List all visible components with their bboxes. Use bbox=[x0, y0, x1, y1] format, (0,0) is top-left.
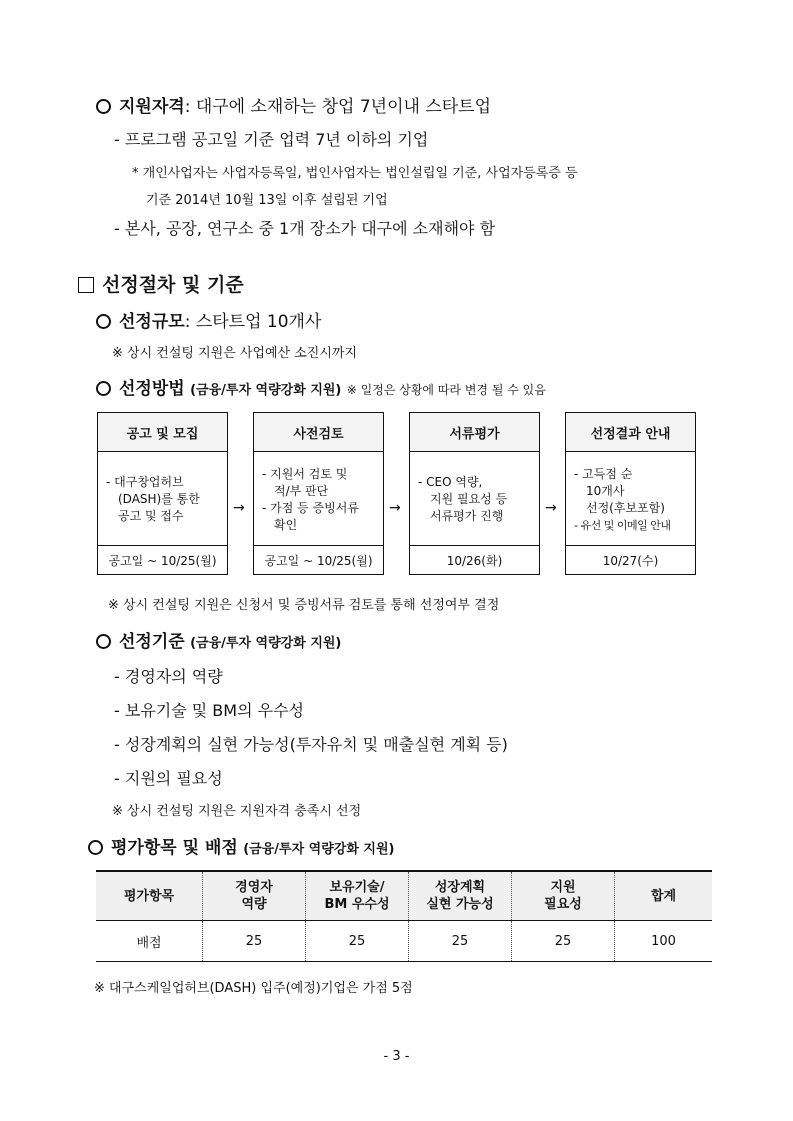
arrow-right-icon: → bbox=[389, 500, 401, 516]
criteria-heading bbox=[96, 627, 341, 652]
method-note: ※ 일정은 상황에 따라 변경 될 수 있음 bbox=[346, 383, 546, 397]
flow-step-date: 10/26(화) bbox=[410, 545, 539, 574]
circle-bullet-icon bbox=[96, 634, 111, 649]
table-header-cell: 지원 필요성 bbox=[512, 871, 615, 921]
square-bullet-icon bbox=[78, 277, 94, 293]
eligibility-footnote: * 개인사업자는 사업자등록일, 법인사업자는 법인설립일 기준, 사업자등록증 등 bbox=[132, 166, 578, 181]
criteria-item: - 지원의 필요성 bbox=[114, 769, 223, 788]
table-header-row bbox=[96, 871, 712, 921]
table-cell: 25 bbox=[512, 921, 615, 962]
table-header-cell: 합계 bbox=[615, 871, 713, 921]
method-heading bbox=[96, 374, 546, 399]
flow-step-date: 공고일 ~ 10/25(월) bbox=[254, 545, 383, 574]
table-cell: 100 bbox=[615, 921, 713, 962]
scoring-table bbox=[96, 870, 712, 962]
method-footnote: ※ 상시 컨설팅 지원은 신청서 및 증빙서류 검토를 통해 선정여부 결정 bbox=[108, 598, 500, 613]
method-label: 선정방법 bbox=[119, 379, 185, 399]
eligibility-item: - 본사, 공장, 연구소 중 1개 장소가 대구에 소재해야 함 bbox=[114, 219, 496, 238]
page-number: - 3 - bbox=[383, 1049, 410, 1064]
criteria-item: - 성장계획의 실현 가능성(투자유치 및 매출실현 계획 등) bbox=[114, 735, 508, 754]
table-header-cell: 경영자 역량 bbox=[203, 871, 306, 921]
arrow-right-icon: → bbox=[233, 500, 245, 516]
flow-step-body: - CEO 역량, 지원 필요성 등 서류평가 진행 bbox=[418, 475, 508, 523]
eligibility-label: 지원자격 bbox=[119, 97, 185, 117]
flow-step-date: 공고일 ~ 10/25(월) bbox=[98, 545, 227, 574]
table-row bbox=[96, 921, 712, 962]
table-header-cell: 성장계획 실현 가능성 bbox=[409, 871, 512, 921]
table-header-cell: 평가항목 bbox=[96, 871, 203, 921]
scale-note: ※ 상시 컨설팅 지원은 사업예산 소진시까지 bbox=[112, 346, 358, 361]
eligibility-text: : 대구에 소재하는 창업 7년이내 스타트업 bbox=[184, 97, 492, 117]
scoring-heading bbox=[88, 833, 394, 858]
scale-heading bbox=[96, 307, 321, 332]
arrow-right-icon: → bbox=[545, 500, 557, 516]
scale-label: 선정규모 bbox=[119, 312, 185, 332]
criteria-item: - 경영자의 역량 bbox=[114, 667, 223, 686]
flow-step-date: 10/27(수) bbox=[566, 545, 695, 574]
scoring-footnote: ※ 대구스케일업허브(DASH) 입주(예정)기업은 가점 5점 bbox=[94, 981, 413, 996]
eligibility-item: - 프로그램 공고일 기준 업력 7년 이하의 기업 bbox=[114, 130, 429, 149]
circle-bullet-icon bbox=[96, 314, 111, 329]
flow-step-title: 서류평가 bbox=[410, 413, 539, 452]
flow-step-body: - 대구창업허브 (DASH)를 통한 공고 및 접수 bbox=[106, 475, 200, 523]
criteria-note: ※ 상시 컨설팅 지원은 지원자격 충족시 선정 bbox=[112, 804, 362, 819]
scale-text: : 스타트업 10개사 bbox=[184, 312, 322, 332]
section-title: 선정절차 및 기준 bbox=[78, 270, 244, 297]
eligibility-footnote: 기준 2014년 10월 13일 이후 설립된 기업 bbox=[146, 193, 388, 208]
flow-step bbox=[409, 412, 540, 575]
criteria-sub: (금융/투자 역량강화 지원) bbox=[190, 636, 342, 651]
flow-step-title: 공고 및 모집 bbox=[98, 413, 227, 452]
table-cell: 25 bbox=[409, 921, 512, 962]
circle-bullet-icon bbox=[96, 99, 111, 114]
flow-step bbox=[565, 412, 696, 575]
criteria-label: 선정기준 bbox=[119, 632, 185, 652]
method-sub: (금융/투자 역량강화 지원) bbox=[190, 383, 342, 398]
flow-step bbox=[97, 412, 228, 575]
table-cell: 배점 bbox=[96, 921, 203, 962]
table-cell: 25 bbox=[306, 921, 409, 962]
table-cell: 25 bbox=[203, 921, 306, 962]
flow-step-title: 선정결과 안내 bbox=[566, 413, 695, 452]
criteria-item: - 보유기술 및 BM의 우수성 bbox=[114, 701, 305, 720]
flow-step-title: 사전검토 bbox=[254, 413, 383, 452]
flow-step-body: - 고득점 순 10개사 선정(후보포함) - 유선 및 이메일 안내 bbox=[574, 466, 671, 532]
flow-step-body: - 지원서 검토 및 적/부 판단 - 가점 등 증빙서류 확인 bbox=[262, 466, 359, 532]
scoring-label: 평가항목 및 배점 bbox=[111, 838, 238, 858]
flow-step bbox=[253, 412, 384, 575]
table-header-cell: 보유기술/ BM 우수성 bbox=[306, 871, 409, 921]
eligibility-heading bbox=[96, 92, 491, 117]
circle-bullet-icon bbox=[88, 840, 103, 855]
circle-bullet-icon bbox=[96, 381, 111, 396]
scoring-sub: (금융/투자 역량강화 지원) bbox=[243, 842, 395, 857]
